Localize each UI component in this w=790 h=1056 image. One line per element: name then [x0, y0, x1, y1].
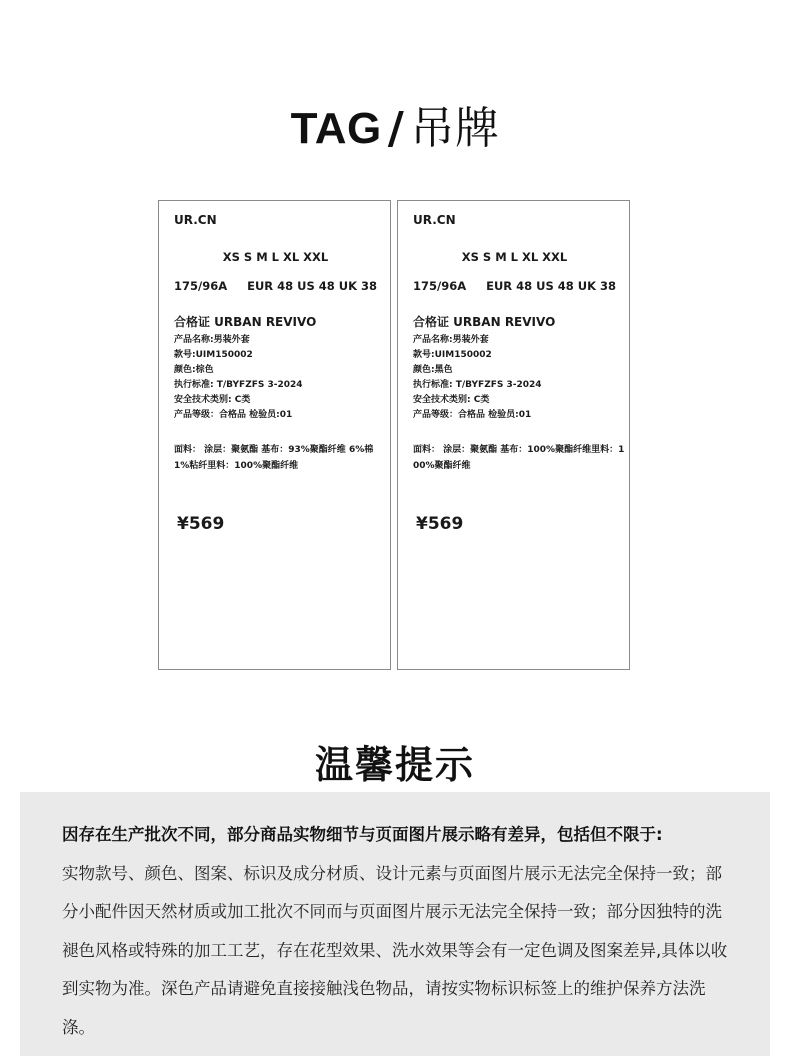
notice-body: 实物款号、颜色、图案、标识及成分材质、设计元素与页面图片展示无法完全保持一致；部分小配件因天然材质或加工批次不同而与页面图片展示无法完全保持一致；部分因独特的洗褪色风格或特殊的加工工艺，存在花型效果、洗水效果等会有一定色调及图案差异,具体以收到实物为准。深色产品请避免直接接触浅色物品，请按实物标识标签上的维护保养方法洗涤。: [62, 863, 728, 1037]
tag-size-range: XS S M L XL XXL: [461, 250, 568, 264]
tag-certificate: 合格证 URBAN REVIVO: [413, 315, 556, 329]
tag-brand: UR.CN: [413, 213, 456, 227]
tag-size-spec: [413, 279, 616, 294]
tag-fabric: 面料： 涂层：聚氨酯 基布：93%聚酯纤维 6%棉 1%粘纤里料：100%聚酯纤维: [174, 445, 374, 471]
hang-tag-brown: [158, 200, 391, 670]
tag-grade: 产品等级：合格品 检验员:01: [413, 410, 532, 420]
notice-text: [62, 816, 738, 1047]
notice-box: [20, 792, 770, 1056]
hang-tag-black: [397, 200, 630, 670]
tag-fit: 175/96A: [413, 279, 467, 293]
tag-section-title: [0, 92, 790, 156]
tag-certificate: 合格证 URBAN REVIVO: [174, 315, 317, 329]
tag-grade: 产品等级：合格品 检验员:01: [174, 410, 293, 420]
tag-size-spec: [174, 279, 377, 294]
tag-color: 颜色:黑色: [413, 365, 453, 375]
tag-price: ¥569: [177, 514, 225, 534]
tag-brand: UR.CN: [174, 213, 217, 227]
tag-title-en: TAG: [290, 104, 382, 153]
notice-title: 温馨提示: [314, 743, 475, 787]
tag-title-cn: 吊牌: [410, 103, 500, 154]
tag-fabric: 面料： 涂层：聚氨酯 基布：100%聚酯纤维里料：100%聚酯纤维: [413, 445, 625, 471]
tag-title-separator: /: [387, 103, 405, 154]
tag-standard: 执行标准: T/BYFZFS 3-2024: [174, 380, 303, 390]
tag-product-name: 产品名称:男装外套: [174, 335, 250, 345]
tag-safety: 安全技术类别: C类: [413, 395, 490, 405]
tag-size-range: XS S M L XL XXL: [222, 250, 329, 264]
tag-color: 颜色:棕色: [174, 365, 214, 375]
tag-price: ¥569: [416, 514, 464, 534]
tag-safety: 安全技术类别: C类: [174, 395, 251, 405]
tag-style-no: 款号:UIM150002: [413, 350, 492, 360]
tag-details: [413, 333, 542, 423]
tag-standard: 执行标准: T/BYFZFS 3-2024: [413, 380, 542, 390]
notice-lead: 因存在生产批次不同，部分商品实物细节与页面图片展示略有差异，包括但不限于:: [62, 825, 663, 844]
tag-details: [174, 333, 303, 423]
tag-product-name: 产品名称:男装外套: [413, 335, 489, 345]
tag-intl-sizes: EUR 48 US 48 UK 38: [486, 279, 617, 293]
tag-intl-sizes: EUR 48 US 48 UK 38: [247, 279, 378, 293]
tag-style-no: 款号:UIM150002: [174, 350, 253, 360]
tag-fit: 175/96A: [174, 279, 228, 293]
